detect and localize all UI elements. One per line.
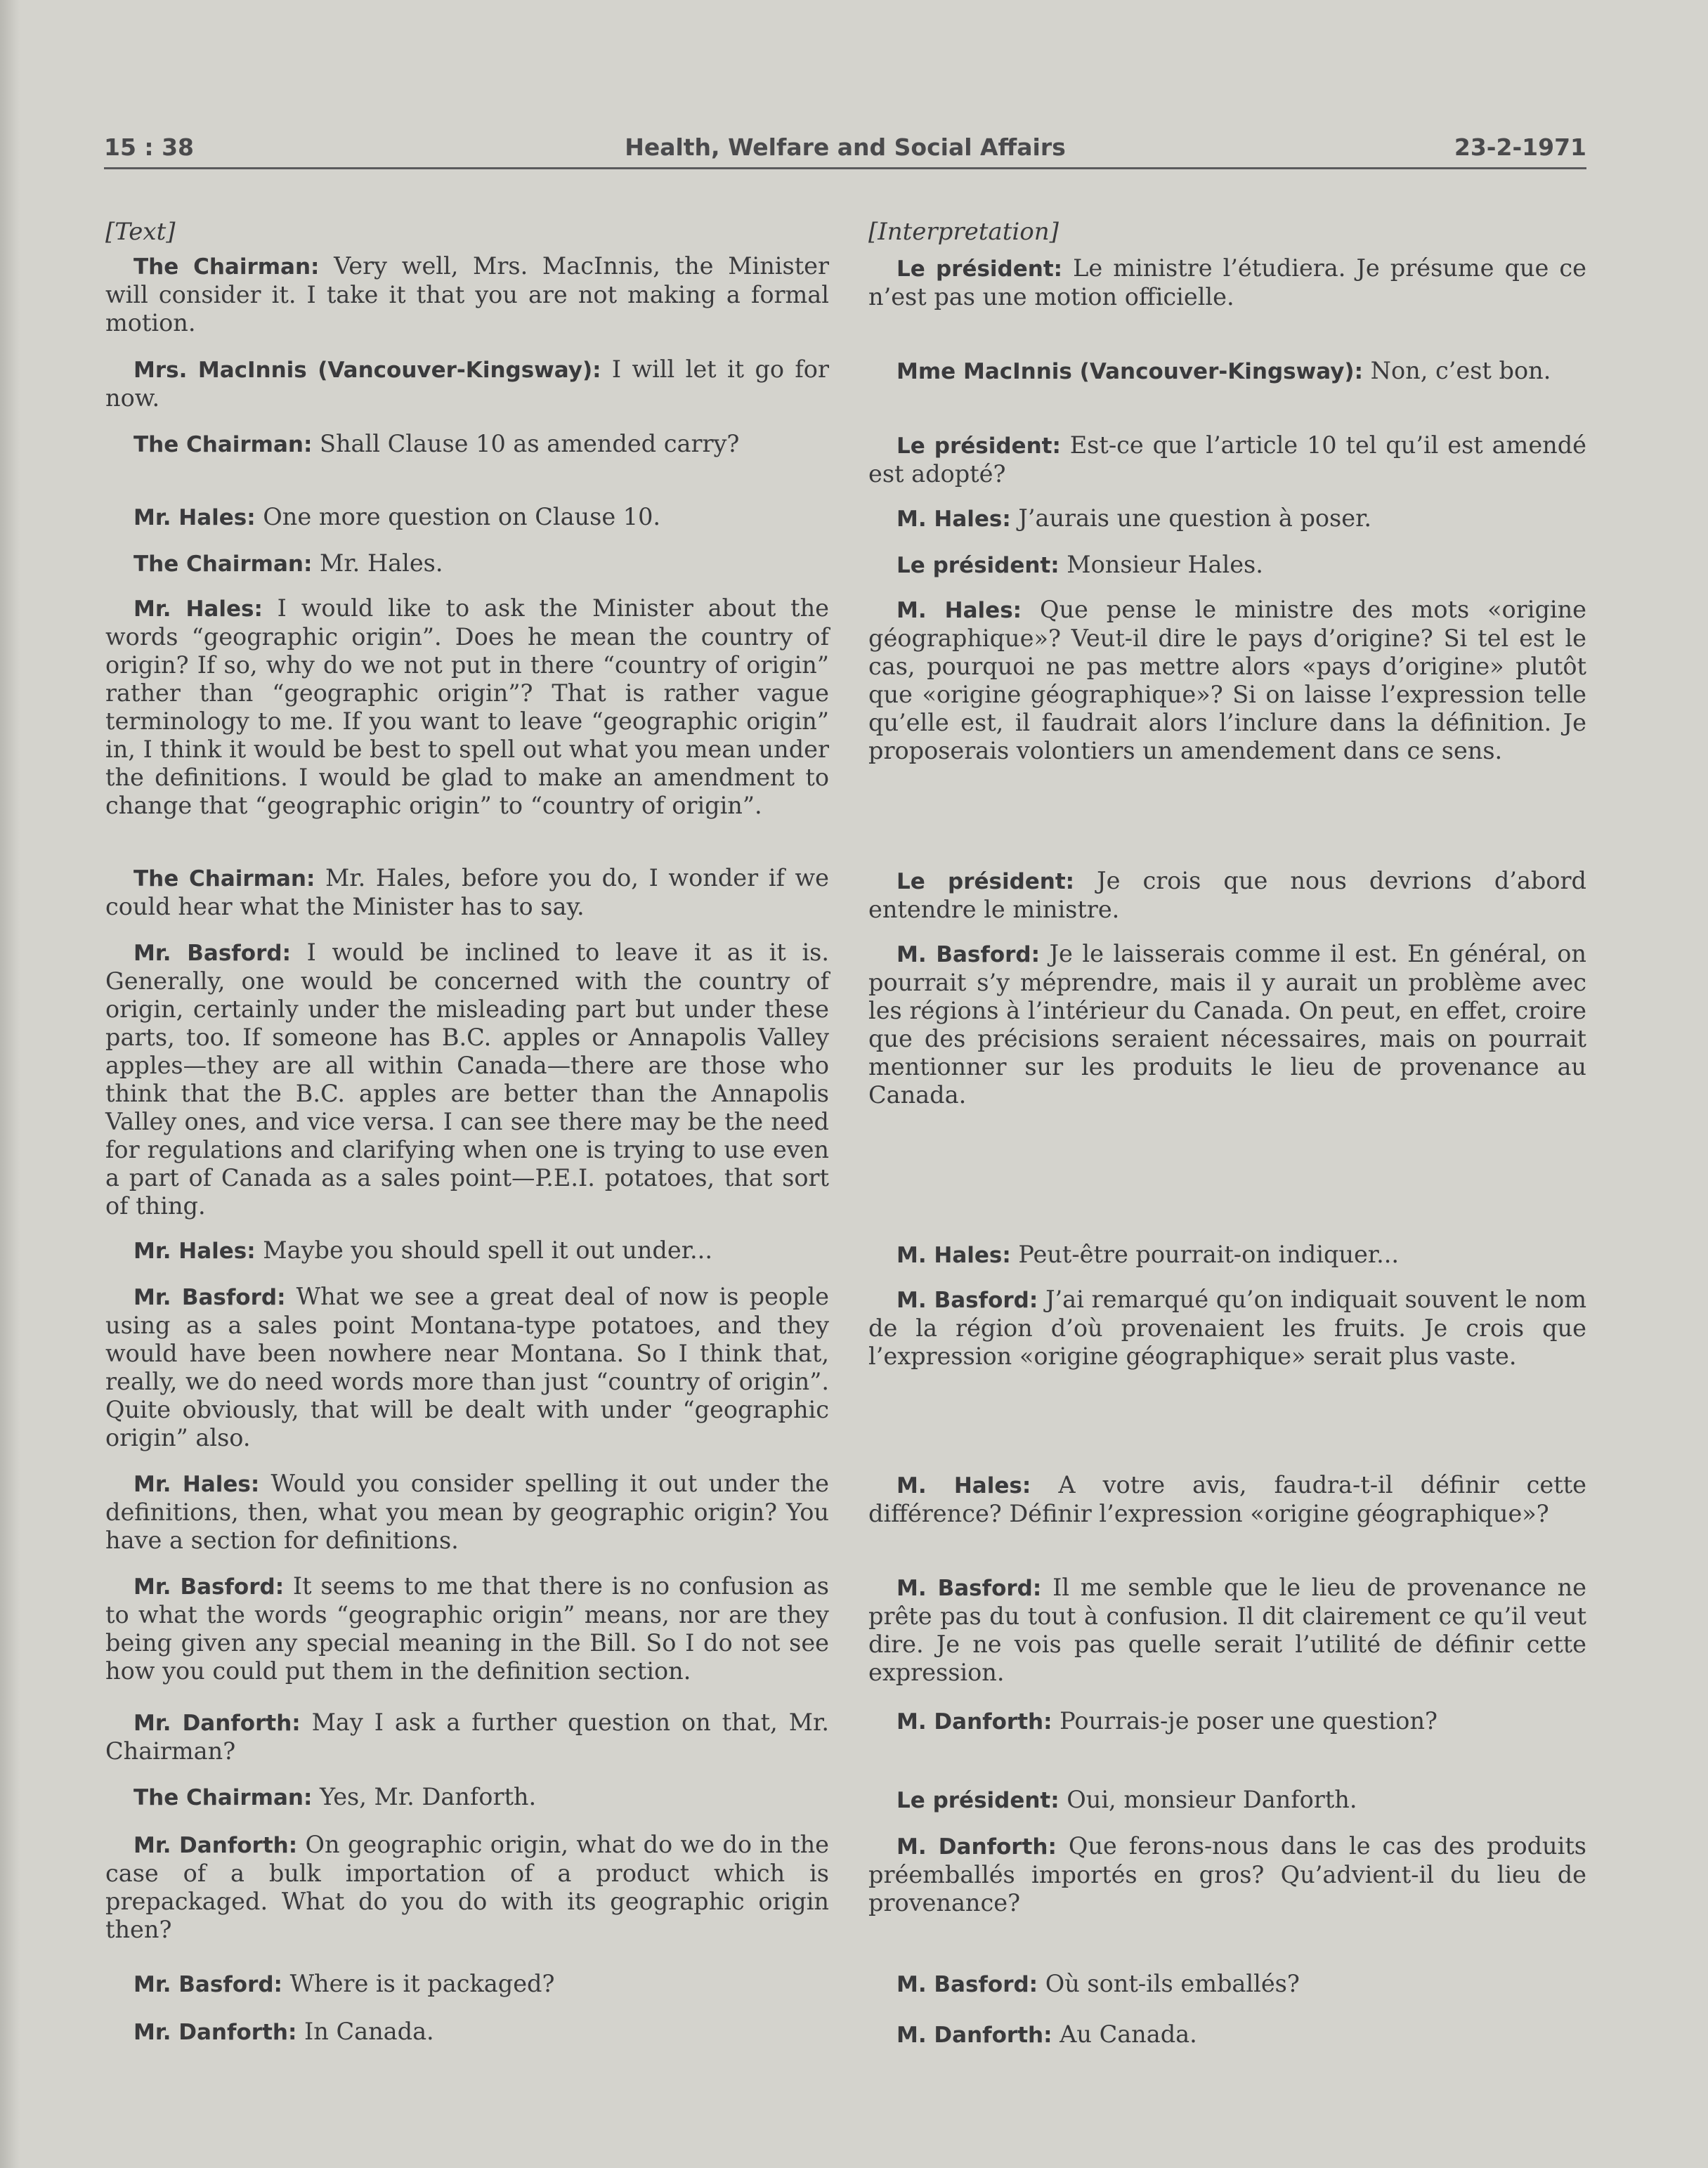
- speech-text: Il me semble que le lieu de provenance ne prête pas du tout à confusion. Il dit clairement ce qu’il veut dire. Je ne vois pas quelle serait l’utilité de définir cette expression.: [868, 1574, 1586, 1686]
- transcript-paragraph: [868, 2020, 1586, 2049]
- speaker-name: The Chairman:: [133, 254, 320, 280]
- speaker-name: Mr. Danforth:: [133, 2020, 297, 2045]
- speaker-name: Le président:: [897, 433, 1061, 459]
- speech-text: J’ai remarqué qu’on indiquait souvent le nom de la région d’où provenaient les fruits. Je crois que l’expression «origine géographique» serait plus vaste.: [868, 1286, 1586, 1370]
- transcript-paragraph: [105, 430, 829, 459]
- transcript-paragraph: [105, 1709, 829, 1765]
- speech-text: Peut-être pourrait-on indiquer...: [1010, 1241, 1400, 1268]
- transcript-paragraph: [868, 254, 1586, 311]
- speech-text: Je le laisserais comme il est. En général, on pourrait s’y méprendre, mais il y aurait un problème avec les régions à l’intérieur du Canada. On peut, en effet, croire que des précisions seraient nécessaires, mais on pourrait mentionner sur les produits le lieu de provenance au Canada.: [868, 940, 1586, 1109]
- header-date: 23-2-1971: [1454, 133, 1586, 161]
- transcript-paragraph: [105, 1572, 829, 1685]
- speaker-name: M. Hales:: [897, 1473, 1031, 1498]
- speech-text: Je crois que nous devrions d’abord entendre le ministre.: [868, 867, 1587, 923]
- transcript-paragraph: [868, 940, 1586, 1109]
- transcript-paragraph: [105, 549, 829, 578]
- transcript-paragraph: [105, 864, 829, 921]
- speech-text: It seems to me that there is no confusion as to what the words “geographic origin” means, nor are they being given any special meaning in the Bill. So I do not see how you could put them in the definition section.: [105, 1572, 829, 1685]
- speech-text: On geographic origin, what do we do in the case of a bulk importation of a product which is prepackaged. What do you do with its geographic origin then?: [105, 1831, 829, 1943]
- speaker-name: M. Hales:: [897, 598, 1022, 623]
- speaker-name: Mr. Hales:: [133, 505, 256, 530]
- transcript-paragraph: [868, 1241, 1586, 1269]
- speaker-name: M. Danforth:: [897, 1709, 1052, 1735]
- transcript-paragraph: [105, 1970, 829, 1999]
- speaker-name: Le président:: [897, 256, 1063, 282]
- speaker-name: Mr. Danforth:: [133, 1833, 298, 1858]
- transcript-paragraph: [105, 1236, 829, 1265]
- language-tag: [Interpretation]: [868, 218, 1059, 246]
- speech-text: Shall Clause 10 as amended carry?: [312, 430, 740, 457]
- speaker-name: Mme MacInnis (Vancouver-Kingsway):: [897, 359, 1363, 384]
- speech-text: May I ask a further question on that, Mr. Chairman?: [105, 1709, 829, 1765]
- speech-text: Mr. Hales, before you do, I wonder if we could hear what the Minister has to say.: [105, 864, 829, 920]
- speaker-name: M. Danforth:: [897, 2023, 1052, 2048]
- speech-text: A votre avis, faudra-t-il définir cette différence? Définir l’expression «origine géographique»?: [868, 1471, 1587, 1527]
- transcript-paragraph: [105, 1470, 829, 1555]
- language-tag: [Text]: [105, 218, 176, 246]
- speech-text: Que ferons-nous dans le cas des produits préemballés importés en gros? Qu’advient-il du lieu de provenance?: [868, 1832, 1586, 1916]
- speaker-name: M. Basford:: [897, 942, 1040, 967]
- speech-text: In Canada.: [296, 2018, 434, 2045]
- transcript-paragraph: [105, 1831, 829, 1944]
- speech-text: Yes, Mr. Danforth.: [312, 1783, 537, 1810]
- speech-text: Maybe you should spell it out under...: [255, 1236, 712, 1264]
- speech-text: I would be inclined to leave it as it is. Generally, one would be concerned with the country of origin, certainly under the misleading part but under these parts, too. If someone has B.C. apples or Annapolis Valley apples—they are all within Canada—there are those who think that the B.C. apples are better than the Annapolis Valley ones, and vice versa. I can see there may be the need for regulations and clarifying when one is trying to use even a part of Canada as a sales point—P.E.I. potatoes, that sort of thing.: [105, 939, 829, 1220]
- speaker-name: Mr. Hales:: [133, 1239, 256, 1264]
- speaker-name: Le président:: [897, 869, 1075, 894]
- speaker-name: M. Hales:: [897, 1243, 1011, 1268]
- speaker-name: The Chairman:: [133, 551, 313, 577]
- transcript-paragraph: [105, 1783, 829, 1812]
- speech-text: I would like to ask the Minister about the words “geographic origin”. Does he mean the country of origin? If so, why do we not put in there “country of origin” rather than “geographic origin”? That is rather vague terminology to me. If you want to leave “geographic origin” in, I think it would be best to spell out what you mean under the definitions. I would be glad to make an amendment to change that “geographic origin” to “country of origin”.: [105, 594, 829, 819]
- speaker-name: Mr. Danforth:: [133, 1711, 301, 1736]
- speaker-name: M. Danforth:: [897, 1834, 1057, 1860]
- page-number: 15 : 38: [104, 133, 195, 161]
- transcript-paragraph: [868, 1471, 1586, 1528]
- transcript-paragraph: [105, 252, 829, 337]
- speaker-name: Mr. Hales:: [133, 1472, 260, 1497]
- transcript-paragraph: [868, 431, 1586, 488]
- transcript-paragraph: [868, 1832, 1586, 1917]
- transcript-paragraph: [868, 1574, 1586, 1687]
- speaker-name: The Chairman:: [133, 866, 315, 892]
- transcript-paragraph: [868, 596, 1586, 765]
- running-header: [104, 133, 1586, 169]
- speaker-name: Mrs. MacInnis (Vancouver-Kingsway):: [133, 358, 601, 383]
- speech-text: What we see a great deal of now is people using as a sales point Montana-type potatoes, and they would have been nowhere near Montana. So I think that, really, we do need words more than just “country of origin”. Quite obviously, that will be dealt with under “geographic origin” also.: [105, 1283, 830, 1451]
- speaker-name: Mr. Hales:: [133, 596, 263, 622]
- speech-text: Oui, monsieur Danforth.: [1059, 1786, 1357, 1813]
- speaker-name: M. Basford:: [897, 1972, 1038, 1997]
- speech-text: Au Canada.: [1052, 2020, 1197, 2048]
- transcript-paragraph: [105, 1283, 829, 1452]
- transcript-paragraph: [105, 2018, 829, 2046]
- transcript-paragraph: [105, 503, 829, 532]
- speaker-name: Mr. Basford:: [133, 1285, 286, 1310]
- header-rule: [104, 167, 1586, 169]
- speaker-name: Mr. Basford:: [133, 941, 291, 966]
- speech-text: Where is it packaged?: [282, 1970, 555, 1997]
- transcript-paragraph: [105, 939, 829, 1220]
- transcript-paragraph: [868, 1286, 1586, 1371]
- speaker-name: The Chairman:: [133, 432, 313, 457]
- speech-text: Pourrais-je poser une question?: [1052, 1707, 1438, 1735]
- transcript-paragraph: [868, 1970, 1586, 1999]
- transcript-paragraph: [868, 551, 1586, 580]
- transcript-paragraph: [105, 594, 829, 820]
- speech-text: Mr. Hales.: [312, 549, 443, 577]
- speaker-name: The Chairman:: [133, 1785, 313, 1810]
- speech-text: J’aurais une question à poser.: [1010, 504, 1372, 532]
- speaker-name: Mr. Basford:: [133, 1972, 282, 1997]
- transcript-paragraph: [868, 357, 1586, 386]
- speaker-name: Le président:: [897, 553, 1060, 578]
- transcript-paragraph: [868, 504, 1586, 533]
- speech-text: Non, c’est bon.: [1362, 357, 1551, 384]
- transcript-paragraph: [868, 1707, 1586, 1736]
- speech-text: I will let it go for now.: [105, 355, 829, 412]
- transcript-paragraph: [105, 355, 829, 412]
- running-title: Health, Welfare and Social Affairs: [625, 133, 1066, 161]
- speech-text: Monsieur Hales.: [1059, 551, 1263, 578]
- speaker-name: M. Hales:: [897, 507, 1011, 532]
- speech-text: Would you consider spelling it out under the definitions, then, what you mean by geographic origin? You have a section for definitions.: [105, 1470, 830, 1554]
- speech-text: Very well, Mrs. MacInnis, the Minister will consider it. I take it that you are not making a formal motion.: [105, 252, 829, 337]
- transcript-paragraph: [868, 867, 1586, 924]
- speech-text: Le ministre l’étudiera. Je présume que ce n’est pas une motion officielle.: [868, 254, 1586, 311]
- speech-text: Que pense le ministre des mots «origine géographique»? Veut-il dire le pays d’origine? Si tel est le cas, pourquoi ne pas mettre alors «pays d’origine» plutôt que «origine géographique»? Si on laisse l’expression telle qu’elle est, il faudrait alors l’inclure dans la définition. Je proposerais volontiers un amendement dans ce sens.: [868, 596, 1587, 764]
- speech-text: One more question on Clause 10.: [255, 503, 661, 530]
- speech-text: Où sont-ils emballés?: [1038, 1970, 1300, 1997]
- speaker-name: M. Basford:: [897, 1288, 1038, 1313]
- speech-text: Est-ce que l’article 10 tel qu’il est amendé est adopté?: [868, 431, 1586, 488]
- page-binding-shadow: [0, 0, 20, 2168]
- speaker-name: Le président:: [897, 1788, 1060, 1813]
- transcript-paragraph: [868, 1786, 1586, 1815]
- speaker-name: M. Basford:: [897, 1576, 1042, 1601]
- speaker-name: Mr. Basford:: [133, 1574, 285, 1600]
